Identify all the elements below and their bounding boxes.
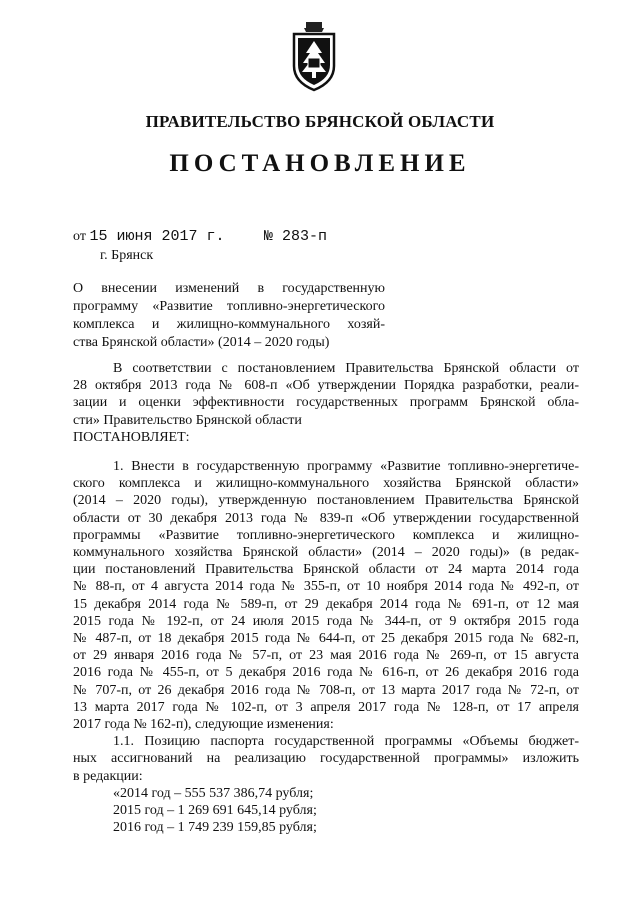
item11-line: ных ассигнований на реализацию государственной программы» изложить xyxy=(73,751,579,767)
amount-line: 2016 год – 1 749 239 159,85 рубля; xyxy=(113,820,317,836)
preamble-line: сти» Правительство Брянской области xyxy=(73,412,302,428)
item1-line: ского комплекса и жилищно-коммунального хозяйства Брянской области» xyxy=(73,476,579,492)
subject-line: ства Брянской области» (2014 – 2020 годы) xyxy=(73,335,330,350)
item1-line: № 707-п, от 26 декабря 2016 года № 708-п, от 13 марта 2017 года № 72-п, от xyxy=(73,682,579,698)
preamble-line: В соответствии с постановлением Правительства Брянской области от xyxy=(113,361,579,376)
item1-line: 2015 года № 192-п, от 24 июля 2015 года № 344-п, от 9 октября 2015 года xyxy=(73,613,579,629)
decree-word: ПОСТАНОВЛЯЕТ: xyxy=(73,429,190,445)
document-date: 15 июня 2017 г. xyxy=(89,228,225,245)
subject-line: комплекса и жилищно-коммунального хозяй- xyxy=(73,317,385,332)
item1-line: коммунального хозяйства Брянской области» (2014 – 2020 годы)» (в редак- xyxy=(73,545,579,561)
document-body xyxy=(73,360,579,836)
item1-line: № 487-п, от 18 декабря 2015 года № 644-п, от 25 декабря 2015 года № 682-п, xyxy=(73,631,579,647)
from-label: от xyxy=(73,229,86,244)
item1-line: от 29 января 2016 года № 57-п, от 23 мая 2016 года № 269-п, от 15 августа xyxy=(73,648,579,664)
item11-line: в редакции: xyxy=(73,768,143,784)
item1-line: ции постановлений Правительства Брянской области от 24 марта 2014 года xyxy=(73,562,579,578)
document-type: ПОСТАНОВЛЕНИЕ xyxy=(169,150,471,177)
item1-line: программы «Развитие топливно-энергетического комплекса и жилищно- xyxy=(73,527,579,543)
document-city: г. Брянск xyxy=(100,248,154,263)
amount-line: 2015 год – 1 269 691 645,14 рубля; xyxy=(113,803,317,819)
organization-name: ПРАВИТЕЛЬСТВО БРЯНСКОЙ ОБЛАСТИ xyxy=(145,112,495,131)
item11-line: 1.1. Позицию паспорта государственной программы «Объемы бюджет- xyxy=(113,734,579,750)
document-meta xyxy=(73,228,328,245)
amount-line: «2014 год – 555 537 386,74 рубля; xyxy=(113,785,314,801)
subject-line: программу «Развитие топливно-энергетического xyxy=(73,299,385,314)
subject-line: О внесении изменений в государственную xyxy=(73,281,385,296)
item1-line: № 88-п, от 4 августа 2014 года № 355-п, от 10 ноября 2014 года № 492-п, от xyxy=(73,579,579,595)
preamble-line: 28 октября 2013 года № 608-п «Об утверждении Порядка разработки, реали- xyxy=(73,378,579,394)
item1-line: 1. Внести в государственную программу «Развитие топливно-энергетиче- xyxy=(113,459,579,475)
item1-line: 2016 года № 455-п, от 5 декабря 2016 года № 616-п, от 26 декабря 2016 года xyxy=(73,665,579,681)
item1-line: 2017 года № 162-п), следующие изменения: xyxy=(73,717,334,733)
preamble-line: зации и оценки эффективности государственных программ Брянской обла- xyxy=(73,395,579,411)
item1-line: (2014 – 2020 годы), утвержденную постановлением Правительства Брянской xyxy=(73,493,579,509)
document-subject xyxy=(73,280,385,352)
item1-line: 15 декабря 2014 года № 589-п, от 29 декабря 2014 года № 691-п, от 12 мая xyxy=(73,596,579,612)
item1-line: 13 марта 2017 года № 102-п, от 3 апреля 2017 года № 128-п, от 17 апреля xyxy=(73,699,579,715)
item1-line: области от 30 декабря 2013 года № 839-п «Об утверждении государственной xyxy=(73,510,579,526)
coat-of-arms-icon xyxy=(288,22,340,92)
document-number: № 283-п xyxy=(264,228,328,245)
